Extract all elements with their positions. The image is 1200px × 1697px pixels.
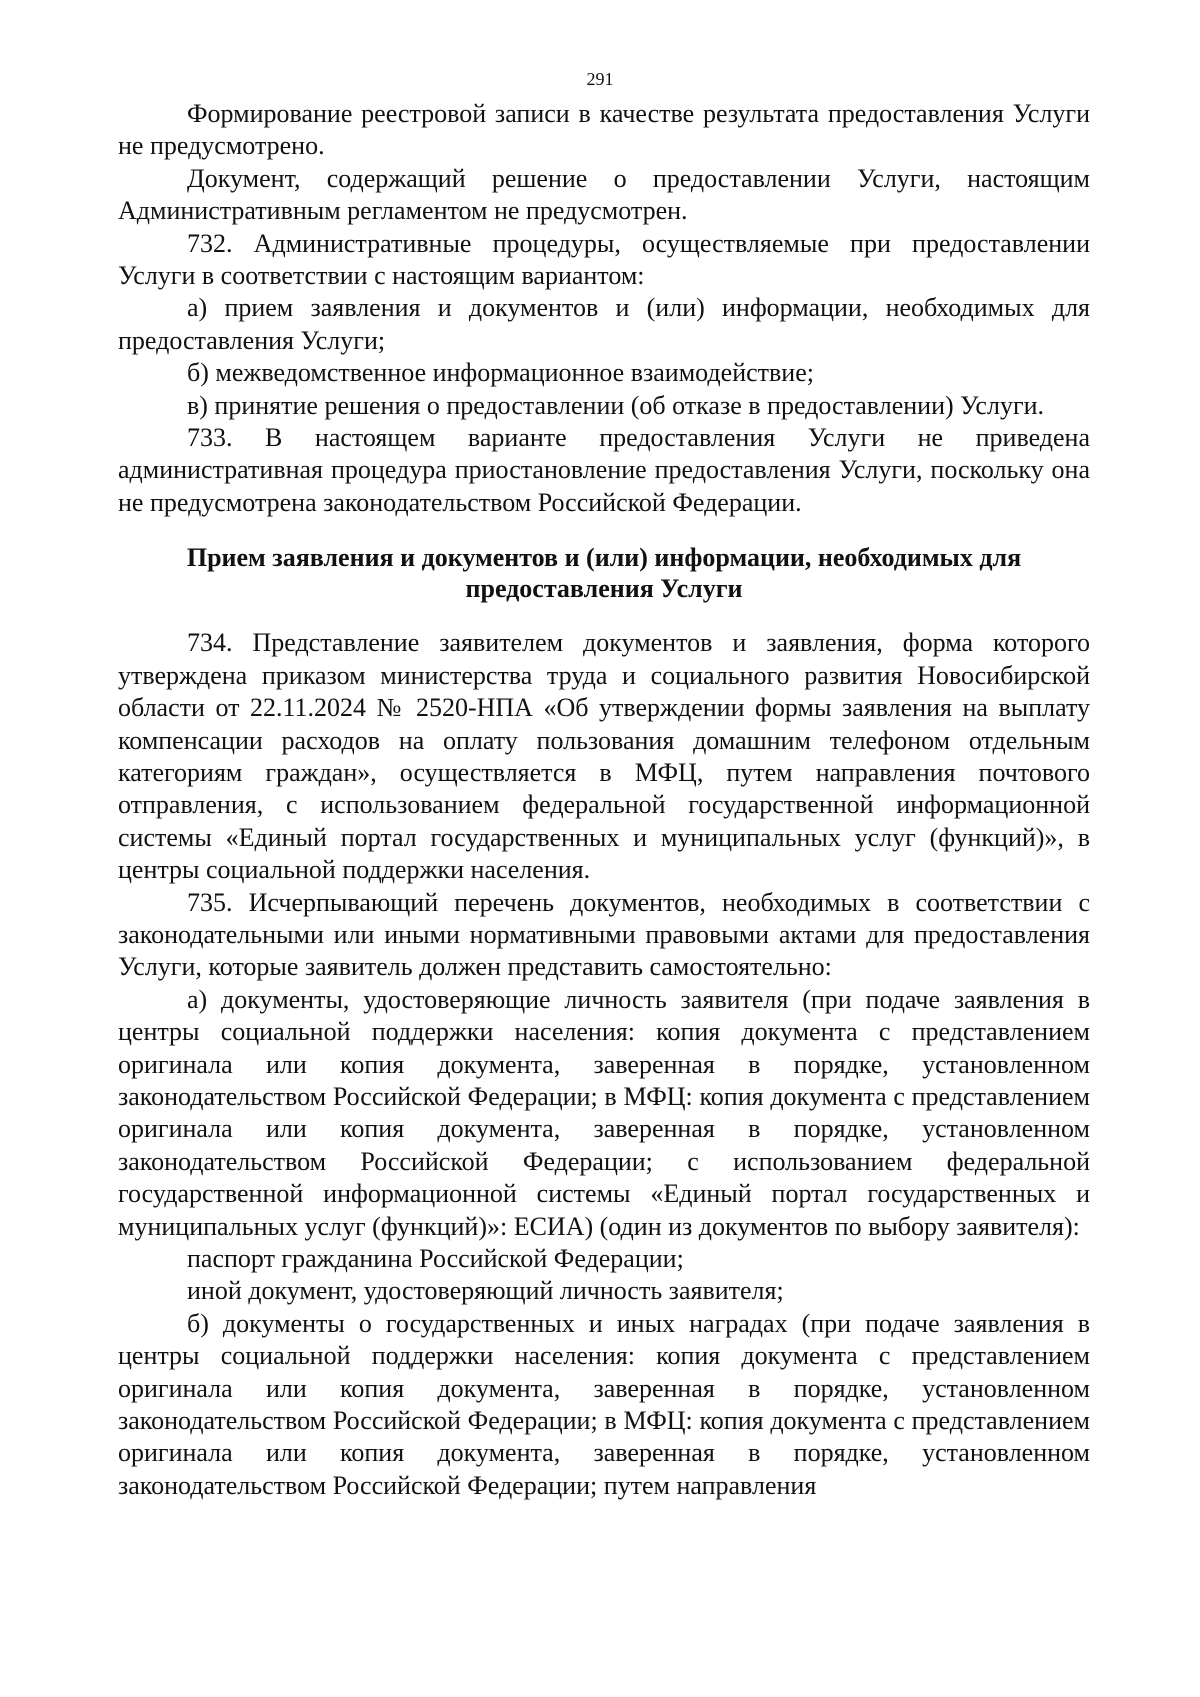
list-item: иной документ, удостоверяющий личность заявителя;: [187, 1276, 784, 1306]
paragraph: Формирование реестровой записи в качестве результата предоставления Услуги не предусмотрено.: [118, 99, 1090, 161]
paragraph: 732. Административные процедуры, осуществляемые при предоставлении Услуги в соответствии с настоящим вариантом:: [118, 228, 1090, 291]
list-item: в) принятие решения о предоставлении (об отказе в предоставлении) Услуги.: [187, 390, 1045, 420]
list-item: паспорт гражданина Российской Федерации;: [187, 1244, 684, 1273]
document-body: [118, 98, 1090, 1502]
list-item: а) документы, удостоверяющие личность заявителя (при подаче заявления в центры социальной поддержки населения: копия документа с представлением оригинала или копия документа, заверенная в порядке, установленном законодательством Российской Федерации; в МФЦ: копия документа с представлением оригинала или копия документа, заверенная в порядке, установленном законодательством Российской Федерации; с использованием федеральной государственной информационной системы «Единый портал государственных и муниципальных услуг (функций)»: ЕСИА) (один из документов по выбору заявителя):: [118, 984, 1090, 1241]
section-heading-line-2: предоставления Услуги: [465, 574, 743, 604]
paragraph: Документ, содержащий решение о предоставлении Услуги, настоящим Административным регламентом не предусмотрен.: [118, 163, 1090, 226]
page-number: 291: [586, 69, 614, 89]
paragraph: 733. В настоящем варианте предоставления Услуги не приведена административная процедура приостановление предоставления Услуги, поскольку она не предусмотрена законодательством Российской Федерации.: [118, 423, 1090, 517]
paragraph: 735. Исчерпывающий перечень документов, необходимых в соответствии с законодательными или иными нормативными правовыми актами для предоставления Услуги, которые заявитель должен представить самостоятельно:: [118, 887, 1090, 982]
list-item: б) межведомственное информационное взаимодействие;: [187, 358, 814, 388]
section-heading: [118, 542, 1090, 604]
list-item: б) документы о государственных и иных наградах (при подаче заявления в центры социальной поддержки населения: копия документа с представлением оригинала или копия документа, заверенная в порядке, установленном законодательством Российской Федерации; в МФЦ: копия документа с представлением оригинала или копия документа, заверенная в порядке, установленном законодательством Российской Федерации; путем направления: [118, 1308, 1090, 1500]
section-heading-line-1: Прием заявления и документов и (или) информации, необходимых для: [186, 543, 1022, 573]
list-item: а) прием заявления и документов и (или) информации, необходимых для предоставления Услуги;: [118, 293, 1090, 355]
paragraph: 734. Представление заявителем документов и заявления, форма которого утверждена приказом министерства труда и социального развития Новосибирской области от 22.11.2024 № 2520-НПА «Об утверждении формы заявления на выплату компенсации расходов на оплату пользования домашним телефоном отдельным категориям граждан», осуществляется в МФЦ, путем направления почтового отправления, с использованием федеральной государственной информационной системы «Единый портал государственных и муниципальных услуг (функций)», в центры социальной поддержки населения.: [118, 628, 1090, 885]
